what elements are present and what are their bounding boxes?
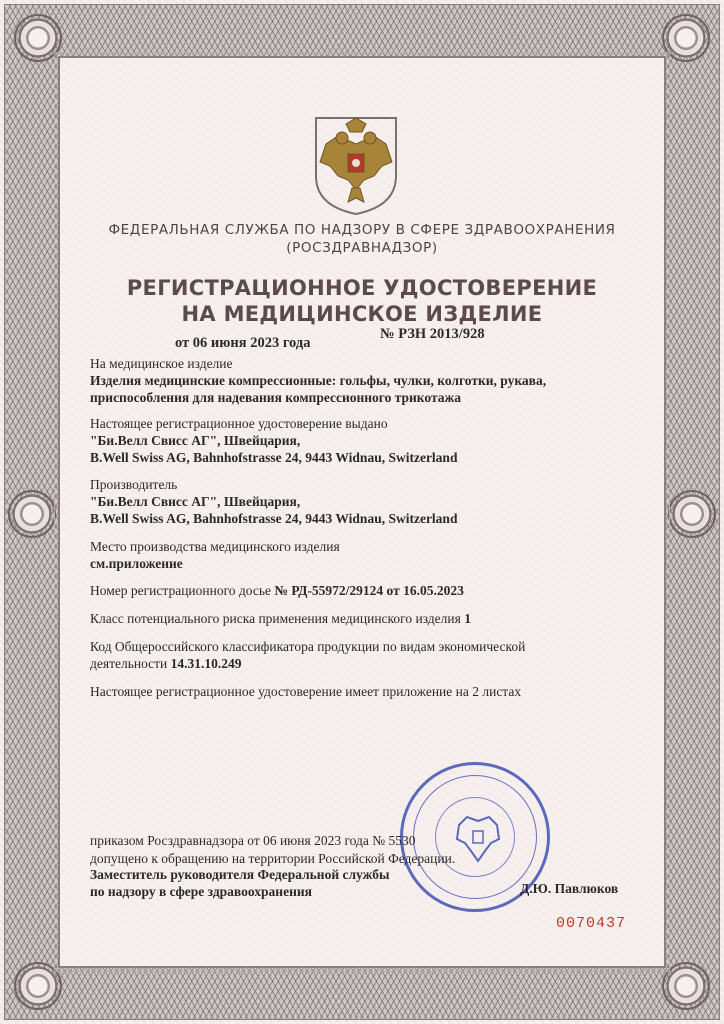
ornament-bottom-left	[14, 962, 62, 1010]
device-description-line1: Изделия медицинские компрессионные: гольфы, чулки, колготки, рукава,	[90, 373, 547, 388]
registration-number: № РЗН 2013/928	[380, 326, 485, 342]
agency-abbreviation: (РОСЗДРАВНАДЗОР)	[286, 240, 438, 256]
okpd-line1: Код Общероссийского классификатора продукции по видам экономической	[90, 639, 526, 654]
okpd-line2	[90, 655, 242, 672]
ornament-top-left	[14, 14, 62, 62]
agency-name: ФЕДЕРАЛЬНАЯ СЛУЖБА ПО НАДЗОРУ В СФЕРЕ ЗДРАВООХРАНЕНИЯ	[108, 222, 616, 238]
issued-to-name: "Би.Велл Свисс АГ", Швейцария,	[90, 433, 301, 448]
circulation-note: допущено к обращению на территории Российской Федерации.	[90, 851, 456, 866]
ornament-right-mid	[668, 490, 716, 538]
serial-number: 0070437	[556, 915, 627, 932]
issued-to-address: B.Well Swiss AG, Bahnhofstrasse 24, 9443 Widnau, Switzerland	[90, 450, 458, 465]
manufacturer-name: "Би.Велл Свисс АГ", Швейцария,	[90, 494, 301, 509]
ornament-top-right	[662, 14, 710, 62]
signer-position-line2: по надзору в сфере здравоохранения	[90, 884, 312, 899]
issue-date: от 06 июня 2023 года	[175, 335, 311, 351]
production-place-value: см.приложение	[90, 556, 183, 571]
order-reference: приказом Росздравнадзора от 06 июня 2023 года № 5530	[90, 833, 416, 848]
device-label: На медицинское изделие	[90, 356, 233, 371]
ornament-bottom-right	[662, 962, 710, 1010]
signer-position-line1: Заместитель руководителя Федеральной службы	[90, 867, 390, 882]
okpd-label: деятельности	[90, 656, 168, 671]
risk-label: Класс потенциального риска применения медицинского изделия	[90, 611, 461, 626]
device-description-line2: приспособления для надевания компрессионного трикотажа	[90, 390, 462, 405]
dossier-number	[90, 582, 464, 599]
seal-eagle-icon	[453, 813, 503, 867]
okpd-value: 14.31.10.249	[170, 656, 242, 671]
issued-to-label: Настоящее регистрационное удостоверение выдано	[90, 416, 388, 431]
dossier-value: № РД-55972/29124 от 16.05.2023	[274, 583, 464, 598]
document-title: РЕГИСТРАЦИОННОЕ УДОСТОВЕРЕНИЕ	[126, 276, 598, 300]
production-place-label: Место производства медицинского изделия	[90, 539, 340, 554]
signer-name: Д.Ю. Павлюков	[520, 881, 619, 896]
ornament-left-mid	[8, 490, 56, 538]
coat-of-arms-icon	[308, 114, 404, 216]
appendix-note: Настоящее регистрационное удостоверение имеет приложение на 2 листах	[90, 684, 522, 699]
dossier-label: Номер регистрационного досье	[90, 583, 272, 598]
risk-class	[90, 610, 471, 627]
risk-value: 1	[464, 611, 471, 626]
manufacturer-label: Производитель	[90, 477, 178, 492]
manufacturer-address: B.Well Swiss AG, Bahnhofstrasse 24, 9443 Widnau, Switzerland	[90, 511, 458, 526]
document-subtitle: НА МЕДИЦИНСКОЕ ИЗДЕЛИЕ	[181, 302, 543, 326]
